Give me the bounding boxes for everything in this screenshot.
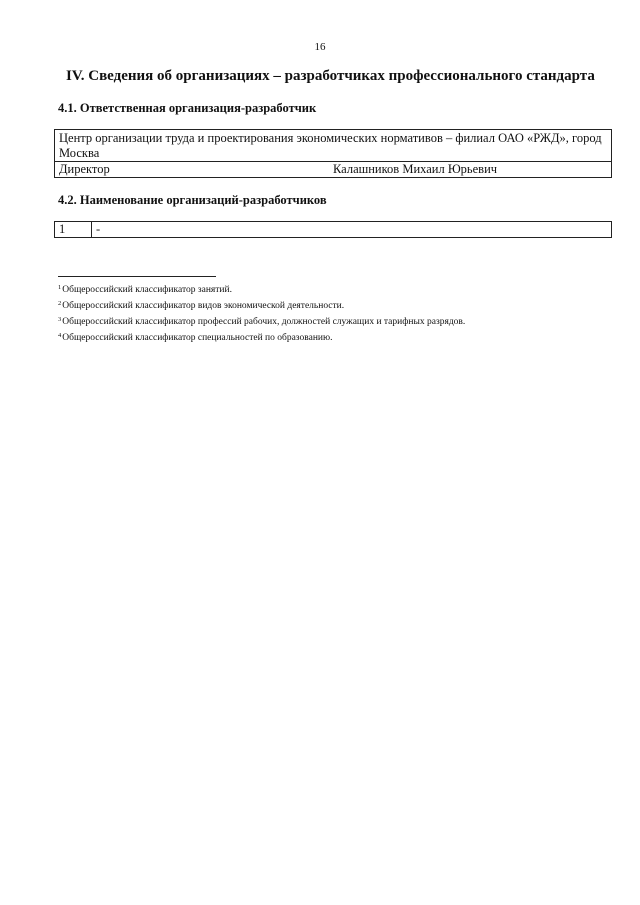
footnote-text: Общероссийский классификатор специальностей по образованию.: [62, 333, 333, 343]
responsible-org-heading: 4.1. Ответственная организация-разработчик: [58, 101, 317, 115]
section-title: IV. Сведения об организациях – разработчиках профессионального стандарта: [66, 68, 595, 84]
developer-org-number: 1: [55, 222, 92, 238]
footnote-4: [58, 329, 618, 345]
head-person-cell: Калашников Михаил Юрьевич: [329, 162, 612, 178]
developer-org-row: [55, 222, 612, 238]
footnote-mark: 1: [58, 284, 62, 291]
org-name-cell: Центр организации труда и проектирования экономических нормативов – филиал ОАО «РЖД», город Москва: [55, 130, 612, 162]
footnote-text: Общероссийский классификатор занятий.: [62, 285, 232, 295]
footnote-mark: 4: [58, 332, 62, 339]
footnote-3: [58, 313, 618, 329]
responsible-org-table: [54, 129, 612, 178]
footnote-mark: 3: [58, 316, 62, 323]
developer-orgs-table: [54, 221, 612, 238]
developer-org-name: -: [92, 222, 612, 238]
org-head-row: [55, 162, 612, 178]
footnote-text: Общероссийский классификатор профессий рабочих, должностей служащих и тарифных разрядов.: [62, 317, 466, 327]
footnote-1: [58, 281, 618, 297]
developer-orgs-heading: 4.2. Наименование организаций-разработчиков: [58, 193, 327, 207]
footnote-separator: [58, 276, 216, 277]
footnote-mark: 2: [58, 300, 62, 307]
page-number: 16: [314, 41, 326, 53]
org-name-row: [55, 130, 612, 162]
footnote-2: [58, 297, 618, 313]
footnotes: [58, 281, 618, 345]
head-position-cell: Директор: [55, 162, 330, 178]
footnote-text: Общероссийский классификатор видов экономической деятельности.: [62, 301, 345, 311]
